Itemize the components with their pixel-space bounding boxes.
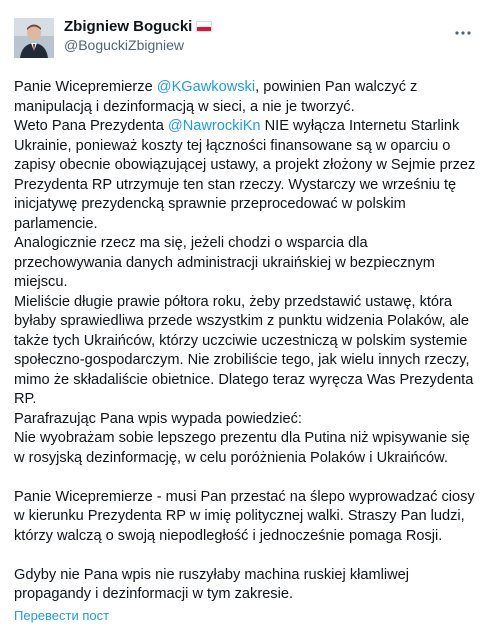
tweet-paragraph-3: Analogicznie rzecz ma się, jeżeli chodzi o wsparcia dla przechowywania danych administracji ukraińskiej w bezpiecznym miejscu. xyxy=(14,235,440,290)
tweet-header xyxy=(14,12,478,60)
tweet-paragraph-2 xyxy=(14,117,478,234)
mention-link[interactable]: @NawrockiKn xyxy=(167,118,261,134)
paragraph-gap xyxy=(14,468,478,488)
tweet-paragraph-6: Nie wyobrażam sobie lepszego prezentu dla Putina niż wpisywanie się w rosyjską dezinformację, w celu poróżnienia Polaków i Ukraińców. xyxy=(14,430,474,466)
display-name-row xyxy=(64,17,212,36)
user-handle[interactable]: @BoguckiZbigniew xyxy=(64,37,185,53)
profile-photo xyxy=(14,18,54,58)
text-segment: , powinien Pan walczyć z manipulacją i dezinformacją w sieci, a nie je tworzyć. xyxy=(14,79,422,115)
tweet-paragraph-8: Gdyby nie Pana wpis nie ruszyłaby machina ruskiej kłamliwej propagandy i dezinformacji w tym zakresie. xyxy=(14,566,414,602)
tweet-paragraph-4: Mieliście długie prawie półtora roku, żeby przedstawić ustawę, która byłaby sprawiedliwa przede wszystkim z punktu widzenia Polaków, ale także tych Ukraińców, którzy uczciwie uczestniczą w polskim systemie społeczno-gospodarczym. Nie zrobiliście tego, jak wielu innych rzeczy, mimo że składaliście obietnice. Dlatego teraz wyręcza Was Prezydenta RP. xyxy=(14,293,478,407)
mention-link[interactable]: @KGawkowski xyxy=(156,79,256,95)
text-segment: NIE wyłącza Internetu Starlink Ukrainie, ponieważ koszty tej łączności finansowane są w oparciu o zapisy obecnie obowiązującej ustawy, a projekt złożony w Sejmie przez Prezydenta RP utrzymuje ten stan rzeczy. Wystarczy we wrześniu tę inicjatywę prezydencką sprawnie przeprocedować w polskim parlamencie. xyxy=(14,118,480,232)
poland-flag-icon xyxy=(196,21,212,32)
text-segment: Weto Pana Prezydenta xyxy=(14,118,168,134)
translate-post-link[interactable]: Перевести пост xyxy=(14,607,110,623)
display-name[interactable]: Zbigniew Bogucki xyxy=(64,18,193,35)
text-segment: Panie Wicepremierze xyxy=(14,79,157,95)
tweet-paragraph-5: Parafrazując Pana wpis wypada powiedzieć: xyxy=(14,410,302,427)
tweet-paragraph-1 xyxy=(14,78,478,117)
more-button[interactable] xyxy=(452,22,474,44)
tweet-paragraph-7: Panie Wicepremierze - musi Pan przestać na ślepo wyprowadzać ciosy w kierunku Prezydenta RP w imię politycznej walki. Straszy Pan ludzi, którzy walczą o swoją niepodległość i jednocześnie pomaga Rosji. xyxy=(14,488,479,544)
author-names xyxy=(64,12,212,54)
avatar[interactable] xyxy=(14,18,54,58)
paragraph-gap xyxy=(14,546,478,566)
tweet-text xyxy=(14,78,478,624)
more-horizontal-icon xyxy=(454,24,472,42)
